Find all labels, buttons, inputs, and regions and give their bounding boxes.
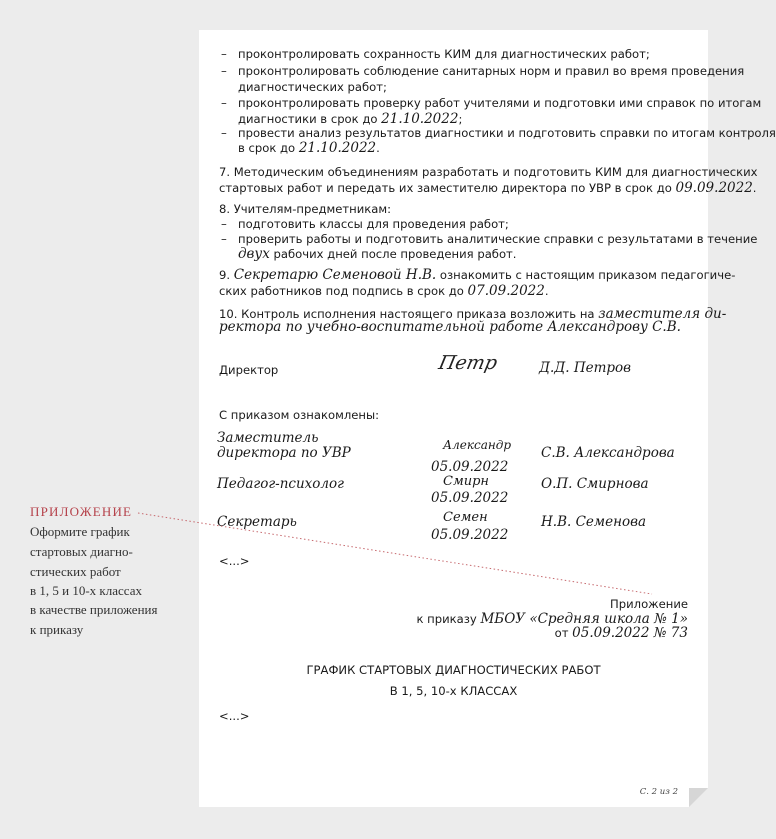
item-10-line2: ректора по учебно-воспитательной работе Александрову С.В.: [219, 319, 681, 335]
director-signature: Петр: [436, 352, 500, 374]
handwritten-date: 21.10.2022: [298, 140, 377, 156]
item-9-line2: ских работников под подпись в срок до 07.09.2022.: [219, 283, 549, 299]
signature: Александр: [443, 438, 512, 452]
appendix-title-2: В 1, 5, 10-х КЛАССАХ: [389, 684, 518, 698]
item-9-line1: 9. Секретарю Семеновой Н.В. ознакомить с настоящим приказом педагогиче-: [219, 267, 736, 283]
ellipsis: <...>: [219, 554, 250, 568]
item-8-head: 8. Учителям-предметникам:: [219, 202, 391, 216]
sign-date: 05.09.2022: [431, 459, 509, 475]
signer-name: С.В. Александрова: [541, 445, 675, 461]
list-item-text-cont: в срок до 21.10.2022.: [238, 140, 380, 156]
page-number: С. 2 из 2: [639, 787, 678, 797]
signer-name: Н.В. Семенова: [541, 514, 646, 530]
acquainted-title: С приказом ознакомлены:: [219, 408, 380, 422]
sidebar-line: Оформите график: [30, 524, 130, 539]
director-label: Директор: [219, 363, 279, 377]
ellipsis: <...>: [219, 709, 250, 723]
sidebar-line: в 1, 5 и 10-х классах: [30, 583, 142, 598]
handwritten-text: заместителя ди-: [598, 306, 727, 322]
role: Заместитель: [217, 430, 319, 446]
list-item-text: проконтролировать проверку работ учителями и подготовки ими справок по итогам: [238, 96, 762, 110]
item-10-line1: 10. Контроль исполнения настоящего приказа возложить на заместителя ди-: [219, 306, 727, 322]
item-8-bullet-1: подготовить классы для проведения работ;: [238, 217, 509, 231]
item-8-bullet-2-cont: двух рабочих дней после проведения работ.: [238, 246, 517, 262]
signer-name: О.П. Смирнова: [541, 476, 649, 492]
list-item-text: проконтролировать соблюдение санитарных норм и правил во время проведения: [238, 64, 745, 78]
role: Педагог-психолог: [217, 476, 344, 492]
item-7-line2: стартовых работ и передать их заместителю директора по УВР в срок до 09.09.2022.: [219, 180, 757, 196]
sidebar-line: к приказу: [30, 622, 84, 637]
sign-date: 05.09.2022: [431, 490, 509, 506]
handwritten-name: Секретарю Семеновой Н.В.: [233, 267, 437, 283]
appendix-title-1: ГРАФИК СТАРТОВЫХ ДИАГНОСТИЧЕСКИХ РАБОТ: [306, 663, 601, 677]
handwritten-word: двух: [238, 246, 270, 262]
role: директора по УВР: [217, 445, 351, 461]
sign-date: 05.09.2022: [431, 527, 509, 543]
appendix-label: Приложение: [610, 597, 688, 611]
role: Секретарь: [217, 514, 297, 530]
appendix-date: от 05.09.2022 № 73: [554, 625, 688, 641]
sidebar-line: стических работ: [30, 564, 121, 579]
sidebar-line: стартовых диагно-: [30, 544, 133, 559]
list-item-text-cont: диагностических работ;: [238, 80, 387, 94]
document-page: – проконтролировать сохранность КИМ для диагностических работ; – проконтролировать соблюдение санитарных норм и правил во время проведения диагностических работ; – проконтролировать проверку работ учителями и подготовки ими справок по итогам диагностики в срок до 21.10.2022; – провести анализ результатов диагностики и подготовить справки по итогам контроля в срок до 21.10.2022. 7. Методическим объединениям разработать и подготовить КИМ для диагностических стартовых работ и передать их заместителю директора по УВР в срок до 09.09.2022. 8. Учителям-предметникам: – подготовить классы для проведения работ; – проверить работы и подготовить аналитические справки с результатами в течение двух рабочих дней после проведения работ. 9. Секретарю Семеновой Н.В. ознакомить с настоящим приказом педагогиче- ских работников под подпись в срок до 07.09.2022. 10. Контроль исполнения настоящего приказа возложить на заместителя ди- ректора по учебно-воспитательной работе Александрову С.В. Директор Петр Д.Д. Петров С приказом ознакомлены: Заместитель директора по УВР Александр 05.09.2022 С.В. Александрова Педагог-психолог Смирн 05.09.2022 О.П. Смирнова Секретарь Семен 05.09.2022 Н.В. Семенова <...> Приложение к приказу МБОУ «Средняя школа № 1» от 05.09.2022 № 73 ГРАФИК СТАРТОВЫХ ДИАГНОСТИЧЕСКИХ РАБОТ В 1, 5, 10-х КЛАССАХ <...> С. 2 из 2: [199, 30, 708, 807]
sidebar-title: ПРИЛОЖЕНИЕ: [30, 504, 133, 519]
appendix-order: к приказу МБОУ «Средняя школа № 1»: [416, 611, 688, 627]
signature: Смирн: [443, 474, 489, 489]
item-8-bullet-2: проверить работы и подготовить аналитические справки с результатами в течение: [238, 232, 758, 246]
signature: Семен: [443, 510, 488, 525]
list-item-text-cont: диагностики в срок до 21.10.2022;: [238, 111, 463, 127]
sidebar-line: в качестве приложения: [30, 602, 158, 617]
item-7-line1: 7. Методическим объединениям разработать и подготовить КИМ для диагностических: [219, 165, 758, 179]
list-item-text: провести анализ результатов диагностики и подготовить справки по итогам контроля: [238, 126, 776, 140]
handwritten-date: 21.10.2022: [381, 111, 459, 127]
handwritten-date: 09.09.2022: [675, 180, 753, 196]
list-item-text: проконтролировать сохранность КИМ для диагностических работ;: [238, 47, 650, 61]
director-name: Д.Д. Петров: [539, 360, 632, 376]
handwritten-date: 07.09.2022: [467, 283, 545, 299]
